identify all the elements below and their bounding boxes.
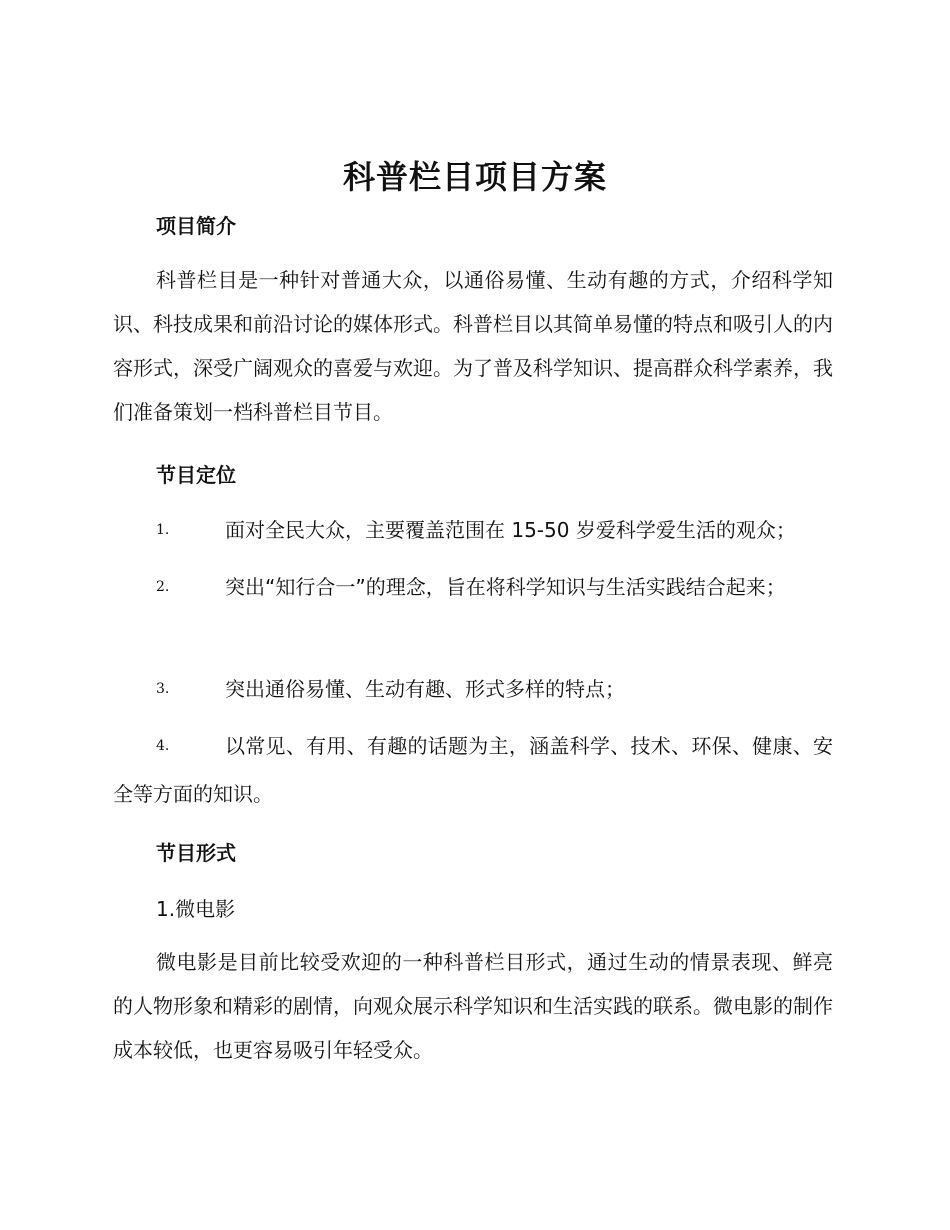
list-item-number: 2. [156,579,170,595]
section-heading-positioning: 节目定位 [156,463,236,487]
format-paragraph: 微电影是目前比较受欢迎的一种科普栏目形式，通过生动的情景表现、鲜亮的人物形象和精彩的剧情，向观众展示科学知识和生活实践的联系。微电影的制作成本较低，也更容易吸引年轻受众。 [113,950,833,1062]
intro-paragraph: 科普栏目是一种针对普通大众，以通俗易懂、生动有趣的方式，介绍科学知识、科技成果和前沿讨论的媒体形式。科普栏目以其简单易懂的特点和吸引人的内容形式，深受广阔观众的喜爱与欢迎。为了普及科学知识、提高群众科学素养，我们准备策划一档科普栏目节目。 [113,268,833,424]
section-heading-intro: 项目简介 [156,214,236,238]
list-item-text: 以常见、有用、有趣的话题为主，涵盖科学、技术、环保、健康、安全等方面的知识。 [113,734,833,806]
document-title: 科普栏目项目方案 [342,158,607,196]
section-heading-format: 节目形式 [156,841,236,865]
list-item-number: 1. [156,522,170,538]
list-item-number: 4. [156,738,170,754]
format-sub-heading: 1.微电影 [156,897,236,921]
positioning-list-item [113,665,833,713]
list-item-text: 突出通俗易懂、生动有趣、形式多样的特点； [225,677,625,701]
list-item-text: 面对全民大众，主要覆盖范围在 15-50 岁爱科学爱生活的观众； [225,518,796,542]
list-item-text: 突出“知行合一”的理念，旨在将科学知识与生活实践结合起来； [225,575,786,599]
positioning-list-item [113,563,833,611]
list-item-number: 3. [156,681,170,697]
positioning-list-item [113,506,833,554]
positioning-list-item [113,722,833,818]
